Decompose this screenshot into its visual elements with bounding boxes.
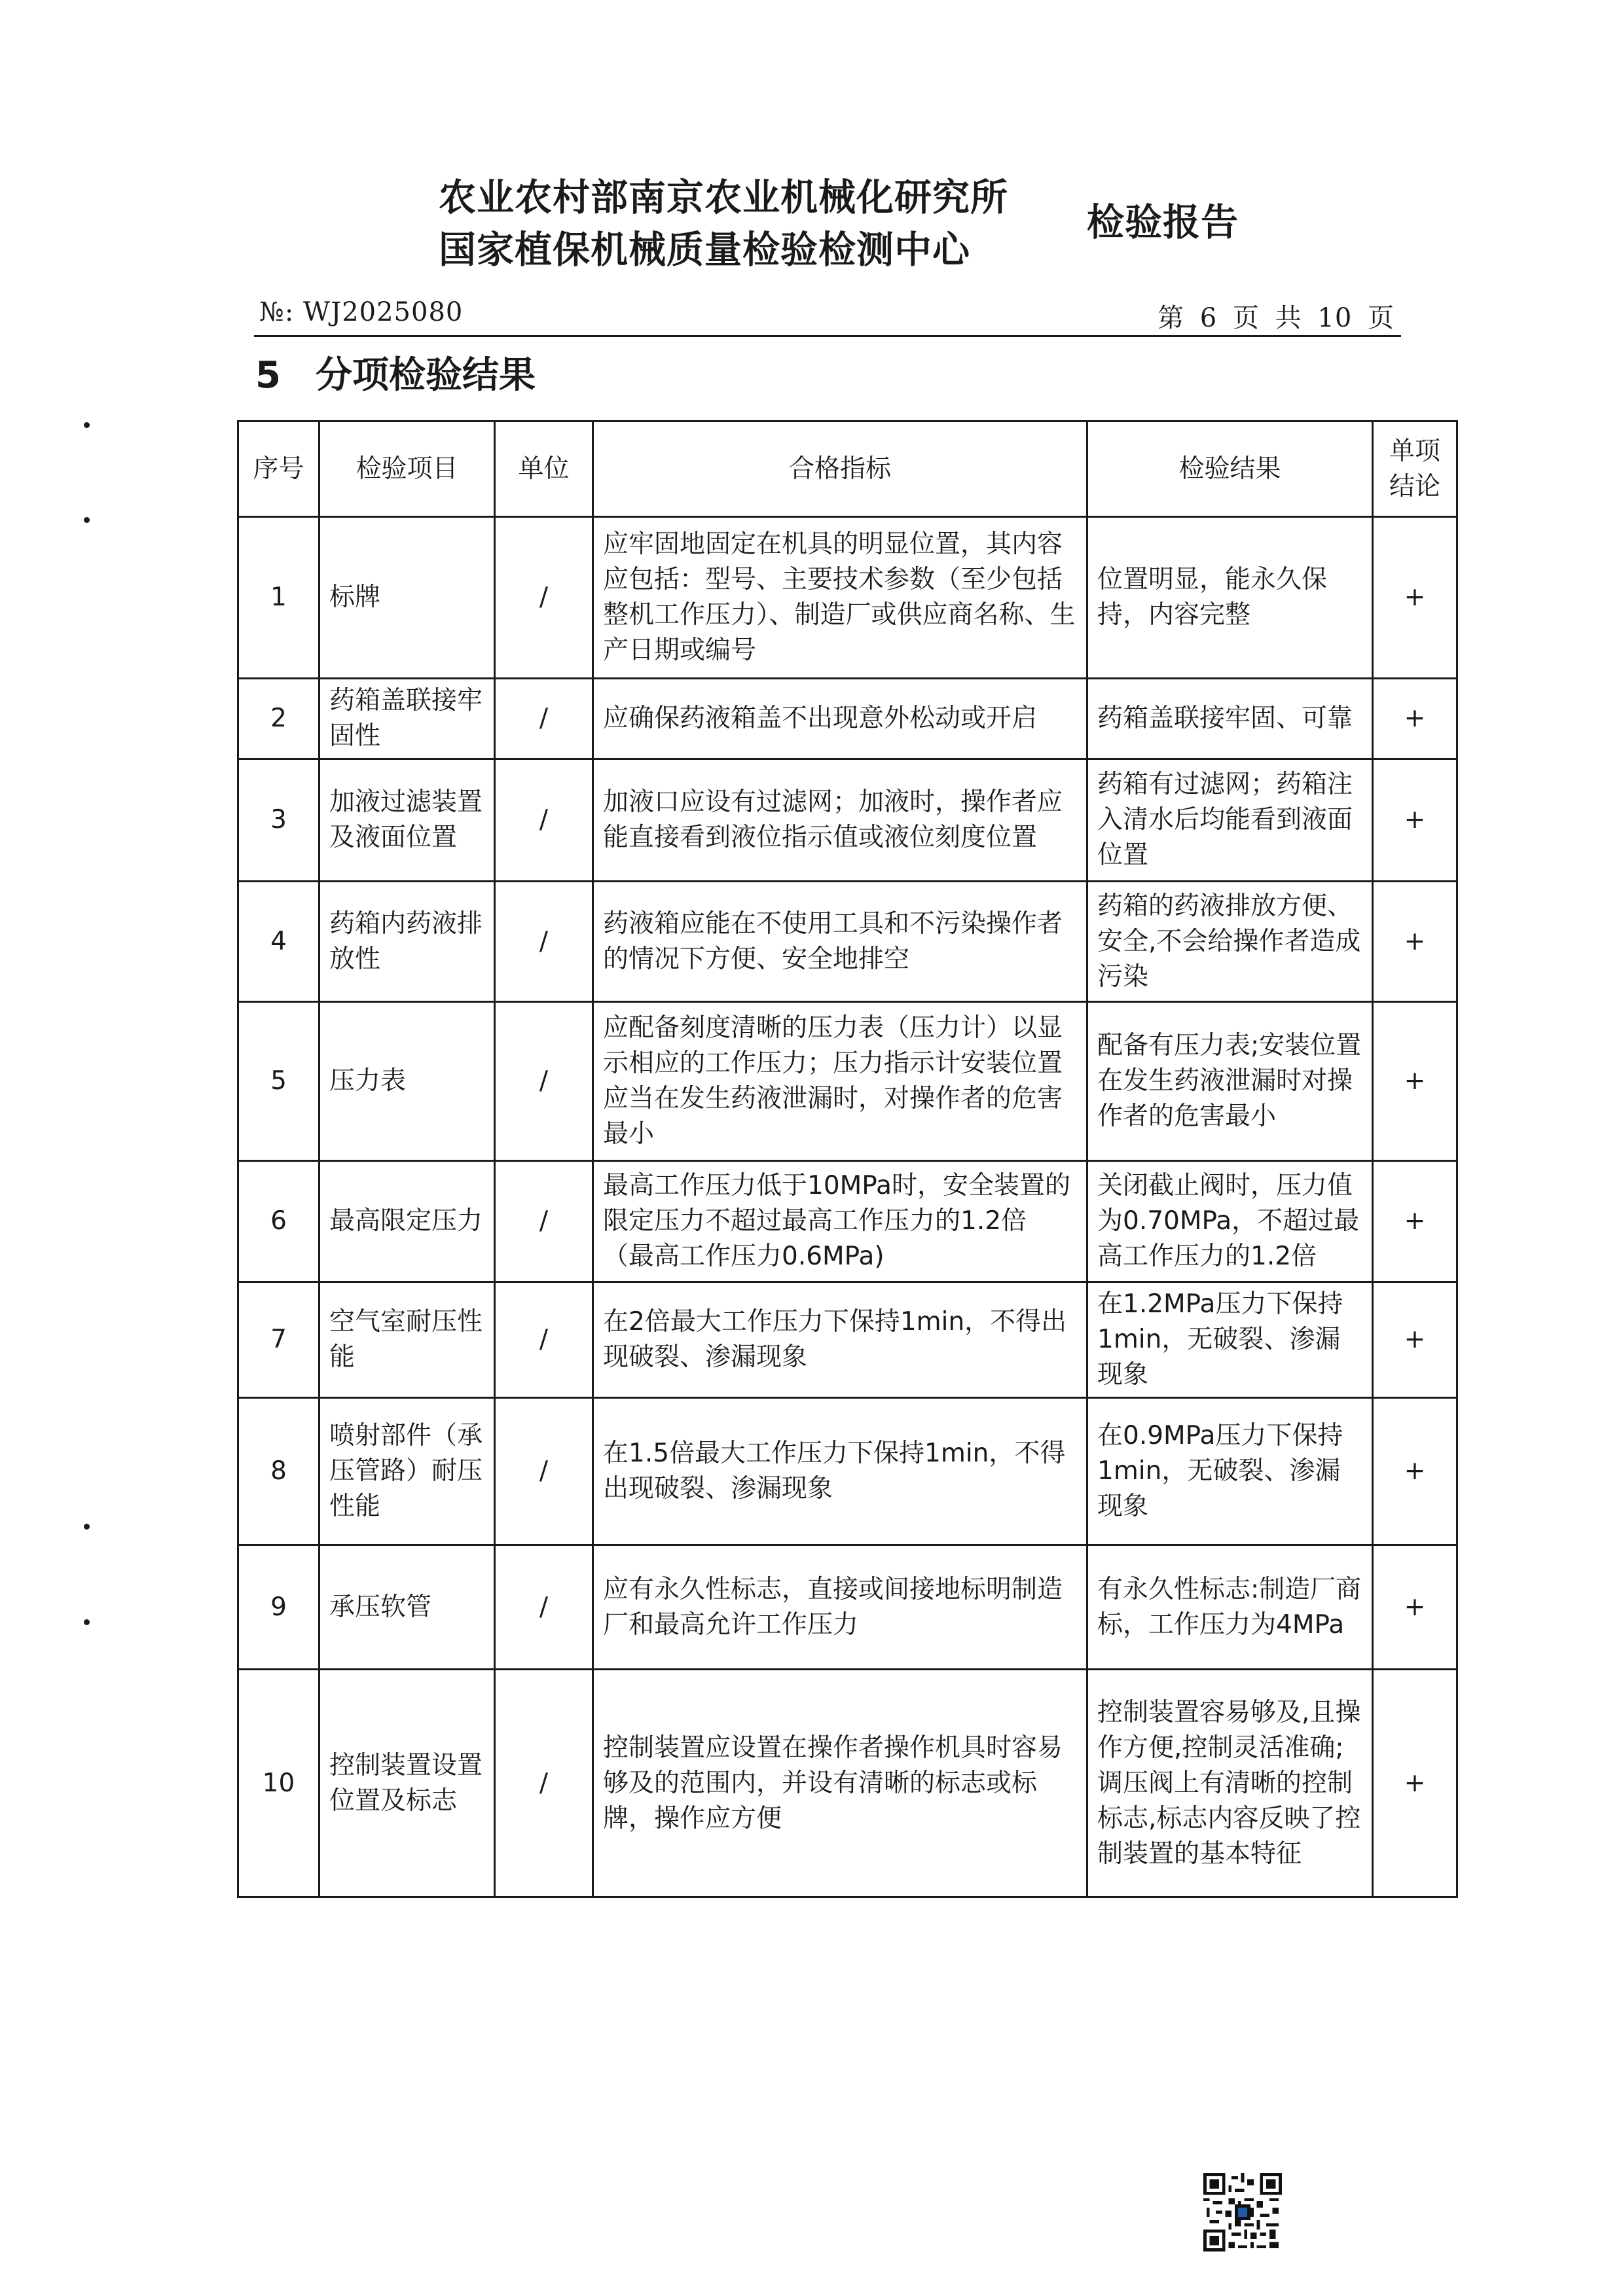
row-verdict: +: [1373, 1161, 1457, 1282]
table-row: [238, 679, 1457, 759]
section-title: 分项检验结果: [316, 354, 536, 397]
table-row: [238, 759, 1457, 882]
section-number: 5: [255, 354, 281, 397]
row-unit: /: [495, 517, 593, 679]
row-index: 5: [238, 1002, 319, 1161]
header-result: 检验结果: [1087, 422, 1373, 517]
row-unit: /: [495, 1282, 593, 1398]
row-result: 药箱的药液排放方便、安全,不会给操作者造成污染: [1087, 882, 1373, 1002]
inspection-results-table: [237, 420, 1458, 1898]
row-result: 位置明显，能永久保持，内容完整: [1087, 517, 1373, 679]
header-index: 序号: [238, 422, 319, 517]
row-item: 药箱内药液排放性: [319, 882, 495, 1002]
row-unit: /: [495, 1670, 593, 1897]
row-index: 2: [238, 679, 319, 759]
row-result: 药箱盖联接牢固、可靠: [1087, 679, 1373, 759]
report-title: 检验报告: [1087, 201, 1239, 244]
margin-mark: [84, 422, 90, 428]
section-heading: [255, 350, 536, 402]
margin-mark: [84, 1619, 90, 1625]
row-verdict: +: [1373, 1398, 1457, 1545]
row-result: 关闭截止阀时，压力值为0.70MPa，不超过最高工作压力的1.2倍: [1087, 1161, 1373, 1282]
table-header-row: [238, 422, 1457, 517]
table-row: [238, 517, 1457, 679]
issuing-organization: [439, 171, 1106, 276]
row-index: 9: [238, 1545, 319, 1670]
report-number: №: WJ2025080: [259, 297, 464, 327]
row-item: 最高限定压力: [319, 1161, 495, 1282]
table-row: [238, 1398, 1457, 1545]
row-verdict: +: [1373, 1545, 1457, 1670]
row-index: 3: [238, 759, 319, 882]
row-verdict: +: [1373, 1282, 1457, 1398]
row-item: 喷射部件（承压管路）耐压性能: [319, 1398, 495, 1545]
row-verdict: +: [1373, 517, 1457, 679]
row-item: 承压软管: [319, 1545, 495, 1670]
row-index: 7: [238, 1282, 319, 1398]
table-row: [238, 882, 1457, 1002]
table-row: [238, 1161, 1457, 1282]
row-requirement: 加液口应设有过滤网；加液时，操作者应能直接看到液位指示值或液位刻度位置: [593, 759, 1087, 882]
row-result: 有永久性标志:制造厂商标，工作压力为4MPa: [1087, 1545, 1373, 1670]
qr-code-icon: [1203, 2173, 1282, 2251]
row-index: 8: [238, 1398, 319, 1545]
table-row: [238, 1002, 1457, 1161]
row-verdict: +: [1373, 1670, 1457, 1897]
margin-mark: [84, 517, 90, 523]
row-item: 加液过滤装置及液面位置: [319, 759, 495, 882]
header-verdict: 单项结论: [1373, 422, 1457, 517]
row-requirement: 应有永久性标志，直接或间接地标明制造厂和最高允许工作压力: [593, 1545, 1087, 1670]
row-unit: /: [495, 1002, 593, 1161]
row-result: 在1.2MPa压力下保持1min，无破裂、渗漏现象: [1087, 1282, 1373, 1398]
row-index: 10: [238, 1670, 319, 1897]
row-result: 配备有压力表;安装位置在发生药液泄漏时对操作者的危害最小: [1087, 1002, 1373, 1161]
row-index: 6: [238, 1161, 319, 1282]
row-verdict: +: [1373, 882, 1457, 1002]
row-requirement: 在2倍最大工作压力下保持1min，不得出现破裂、渗漏现象: [593, 1282, 1087, 1398]
row-requirement: 应牢固地固定在机具的明显位置，其内容应包括：型号、主要技术参数（至少包括整机工作压力）、制造厂或供应商名称、生产日期或编号: [593, 517, 1087, 679]
row-item: 标牌: [319, 517, 495, 679]
row-result: 在0.9MPa压力下保持1min，无破裂、渗漏现象: [1087, 1398, 1373, 1545]
row-unit: /: [495, 679, 593, 759]
row-item: 控制装置设置位置及标志: [319, 1670, 495, 1897]
header-unit: 单位: [495, 422, 593, 517]
header-item: 检验项目: [319, 422, 495, 517]
row-unit: /: [495, 1398, 593, 1545]
org-name-line-2: 国家植保机械质量检验检测中心: [439, 228, 970, 272]
header-requirement: 合格指标: [593, 422, 1087, 517]
table-row: [238, 1670, 1457, 1897]
table-row: [238, 1282, 1457, 1398]
row-unit: /: [495, 759, 593, 882]
row-unit: /: [495, 1161, 593, 1282]
org-name-line-1: 农业农村部南京农业机械化研究所: [439, 176, 1008, 219]
row-requirement: 控制装置应设置在操作者操作机具时容易够及的范围内，并设有清晰的标志或标牌，操作应方便: [593, 1670, 1087, 1897]
page-indicator: 第 6 页 共 10 页: [1158, 303, 1395, 333]
row-verdict: +: [1373, 759, 1457, 882]
margin-mark: [84, 1524, 90, 1530]
row-item: 药箱盖联接牢固性: [319, 679, 495, 759]
row-index: 4: [238, 882, 319, 1002]
row-verdict: +: [1373, 679, 1457, 759]
row-requirement: 药液箱应能在不使用工具和不污染操作者的情况下方便、安全地排空: [593, 882, 1087, 1002]
table-row: [238, 1545, 1457, 1670]
row-result: 控制装置容易够及,且操作方便,控制灵活准确;调压阀上有清晰的控制标志,标志内容反映了控制装置的基本特征: [1087, 1670, 1373, 1897]
row-index: 1: [238, 517, 319, 679]
row-requirement: 在1.5倍最大工作压力下保持1min，不得出现破裂、渗漏现象: [593, 1398, 1087, 1545]
row-item: 压力表: [319, 1002, 495, 1161]
row-result: 药箱有过滤网；药箱注入清水后均能看到液面位置: [1087, 759, 1373, 882]
row-requirement: 最高工作压力低于10MPa时，安全装置的限定压力不超过最高工作压力的1.2倍（最高工作压力0.6MPa): [593, 1161, 1087, 1282]
row-item: 空气室耐压性能: [319, 1282, 495, 1398]
row-requirement: 应配备刻度清晰的压力表（压力计）以显示相应的工作压力；压力指示计安装位置应当在发生药液泄漏时，对操作者的危害最小: [593, 1002, 1087, 1161]
row-verdict: +: [1373, 1002, 1457, 1161]
row-requirement: 应确保药液箱盖不出现意外松动或开启: [593, 679, 1087, 759]
row-unit: /: [495, 882, 593, 1002]
report-meta-row: [254, 295, 1401, 337]
row-unit: /: [495, 1545, 593, 1670]
